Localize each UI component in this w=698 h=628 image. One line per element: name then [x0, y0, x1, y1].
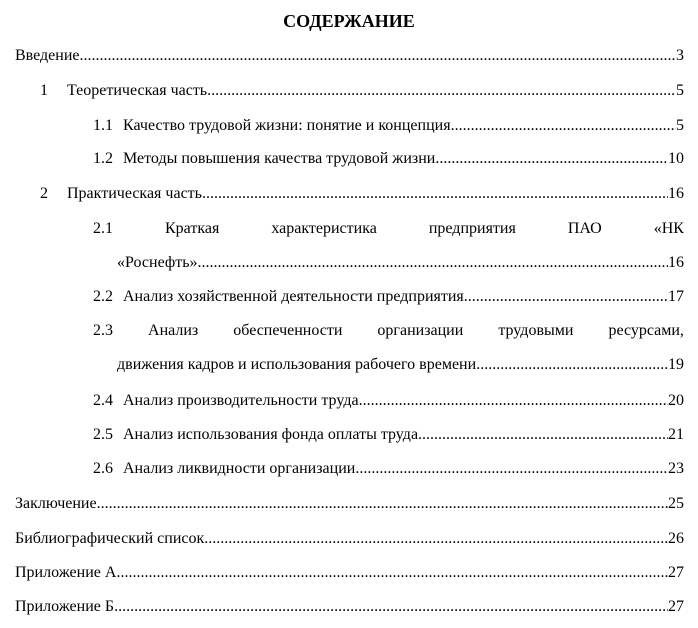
toc-leader-dots: [114, 597, 668, 617]
toc-entry-text: Методы повышения качества трудовой жизни: [123, 150, 436, 167]
toc-leader-dots: [476, 355, 668, 375]
toc-entry-section-2-5: [93, 425, 684, 445]
toc-page-number: 27: [668, 564, 684, 581]
toc-leader-dots: [355, 459, 668, 479]
toc-entry-number: 2.5: [93, 426, 113, 443]
toc-page-number: 16: [668, 185, 684, 202]
toc-entry-word: обеспеченности: [233, 322, 343, 339]
toc-entry-number: 2.4: [93, 392, 113, 409]
toc-leader-dots: [80, 46, 677, 66]
toc-entry-word: ПАО: [567, 220, 602, 237]
toc-leader-dots: [202, 184, 668, 204]
toc-entry-section-2-3-line1: [93, 321, 684, 341]
toc-page-number: 21: [668, 426, 684, 443]
toc-leader-dots: [418, 425, 668, 445]
toc-entry-word: характеристика: [271, 220, 377, 237]
toc-page-number: 16: [668, 254, 684, 271]
toc-entry-text: Введение: [15, 47, 80, 64]
toc-entry-bibliography: [15, 529, 684, 549]
toc-page-number: 26: [668, 530, 684, 547]
toc-entry-chapter-2: [40, 184, 684, 204]
toc-entry-number: 1.1: [93, 117, 113, 134]
toc-entry-word: трудовыми: [498, 322, 574, 339]
toc-entry-number: 2.2: [93, 288, 113, 305]
toc-leader-dots: [464, 287, 668, 307]
toc-page-number: 20: [668, 392, 684, 409]
toc-entry-word: ресурсами,: [608, 322, 684, 339]
toc-entry-number: 2: [40, 185, 48, 202]
toc-leader-dots: [435, 149, 668, 169]
toc-entry-word: организации: [377, 322, 464, 339]
toc-entry-word: «НК: [653, 220, 684, 237]
toc-entry-number: 1.2: [93, 150, 113, 167]
toc-leader-dots: [198, 253, 668, 273]
toc-leader-dots: [97, 494, 668, 514]
toc-page-number: 19: [668, 356, 684, 373]
toc-page-number: 23: [668, 460, 684, 477]
toc-page-number: 10: [668, 150, 684, 167]
toc-entry-text: Приложение Б: [15, 598, 115, 615]
toc-entry-word: Анализ: [148, 322, 199, 339]
toc-entry-text: Теоретическая часть: [67, 82, 208, 99]
toc-leader-dots: [359, 391, 668, 411]
toc-entry-text: Приложение А: [15, 564, 117, 581]
toc-leader-dots: [204, 529, 668, 549]
toc-page-number: 5: [676, 117, 684, 134]
toc-entry-appendix-b: [15, 597, 684, 617]
toc-entry-text: Практическая часть: [67, 185, 202, 202]
toc-entry-section-2-3-line2: [117, 355, 684, 375]
toc-entry-appendix-a: [15, 563, 684, 583]
toc-entry-text: Анализ хозяйственной деятельности предприятия: [123, 288, 464, 305]
toc-page-number: 3: [676, 47, 684, 64]
toc-entry-number: 1: [40, 82, 48, 99]
toc-entry-word: Краткая: [165, 220, 220, 237]
toc-page-number: 27: [668, 598, 684, 615]
toc-page-number: 17: [668, 288, 684, 305]
toc-page-number: 25: [668, 495, 684, 512]
toc-entry-text: Качество трудовой жизни: понятие и концепция: [123, 117, 451, 134]
toc-entry-section-2-2: [93, 287, 684, 307]
toc-leader-dots: [116, 563, 668, 583]
toc-entry-section-2-1-line2: [117, 253, 684, 273]
toc-entry-section-1-2: [93, 149, 684, 169]
toc-entry-text: Анализ производительности труда: [123, 392, 359, 409]
toc-entry-number: 2.6: [93, 460, 113, 477]
toc-entry-text: Заключение: [15, 495, 97, 512]
toc-entry-word: предприятия: [428, 220, 516, 237]
toc-entry-text: Библиографический список: [15, 530, 205, 547]
toc-entry-text: Анализ ликвидности организации: [123, 460, 356, 477]
toc-leader-dots: [451, 116, 676, 136]
toc-entry-text: движения кадров и использования рабочего времени: [117, 356, 477, 373]
toc-page-number: 5: [676, 82, 684, 99]
toc-leader-dots: [207, 81, 676, 101]
toc-entry-conclusion: [15, 494, 684, 514]
toc-entry-introduction: [15, 46, 684, 66]
toc-entry-text: «Роснефть»: [117, 254, 198, 271]
toc-entry-section-2-6: [93, 459, 684, 479]
toc-entry-chapter-1: [40, 81, 684, 101]
toc-entry-number: 2.3: [93, 322, 113, 339]
toc-entry-section-2-1-line1: [93, 219, 684, 239]
toc-entry-text: Анализ использования фонда оплаты труда: [123, 426, 419, 443]
toc-title: СОДЕРЖАНИЕ: [283, 11, 415, 31]
toc-entry-section-2-4: [93, 391, 684, 411]
toc-entry-number: 2.1: [93, 220, 113, 237]
toc-entry-section-1-1: [93, 116, 684, 136]
